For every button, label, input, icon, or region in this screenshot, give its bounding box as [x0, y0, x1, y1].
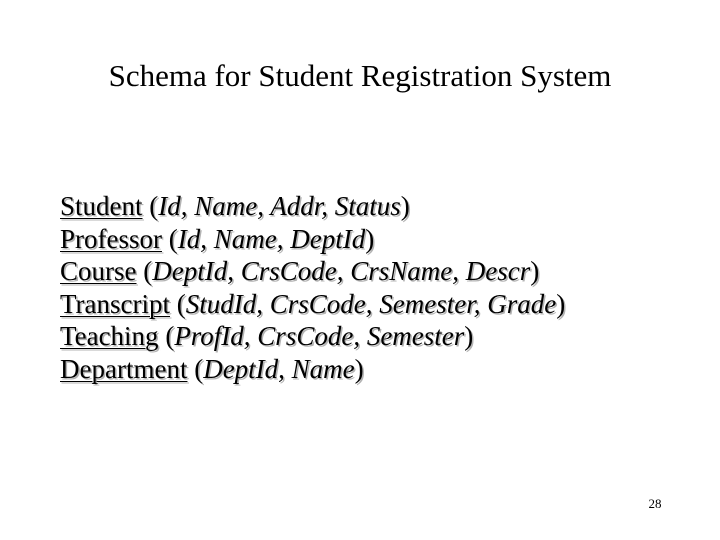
- relation-attributes: Id, Name, DeptId: [177, 223, 366, 254]
- schema-line-department: [60, 353, 700, 386]
- relation-attributes: ProfId, CrsCode, Semester: [174, 321, 465, 351]
- relation-name: Teaching: [60, 321, 159, 351]
- relation-attributes: DeptId, CrsCode, CrsName, Descr: [152, 256, 531, 286]
- open-paren: (: [187, 353, 204, 384]
- open-paren: (: [162, 223, 178, 254]
- schema-line-student: [60, 190, 700, 223]
- relation-name: Transcript: [60, 288, 171, 319]
- relation-attributes: StudId, CrsCode, Semester, Grade: [185, 288, 557, 319]
- relation-name: Course: [60, 256, 137, 286]
- close-paren: ): [464, 321, 474, 351]
- schema-line-course: [60, 255, 700, 288]
- close-paren: ): [354, 353, 364, 384]
- open-paren: (: [142, 191, 159, 221]
- open-paren: (: [158, 321, 175, 351]
- close-paren: ): [365, 223, 375, 254]
- open-paren: (: [136, 256, 153, 286]
- schema-line-transcript: [60, 288, 700, 321]
- schema-line-professor: [60, 223, 700, 256]
- page-number: 28: [648, 496, 662, 511]
- relation-attributes: DeptId, Name: [203, 353, 355, 384]
- open-paren: (: [170, 288, 186, 319]
- close-paren: ): [556, 288, 566, 319]
- relation-name: Department: [60, 353, 188, 384]
- relation-name: Student: [60, 191, 143, 221]
- close-paren: ): [530, 256, 540, 286]
- slide-title: Schema for Student Registration System: [108, 58, 612, 93]
- schema-line-teaching: [60, 320, 700, 353]
- schema-list: [60, 190, 700, 385]
- relation-attributes: Id, Name, Addr, Status: [158, 191, 401, 221]
- relation-name: Professor: [60, 223, 162, 254]
- close-paren: ): [400, 191, 410, 221]
